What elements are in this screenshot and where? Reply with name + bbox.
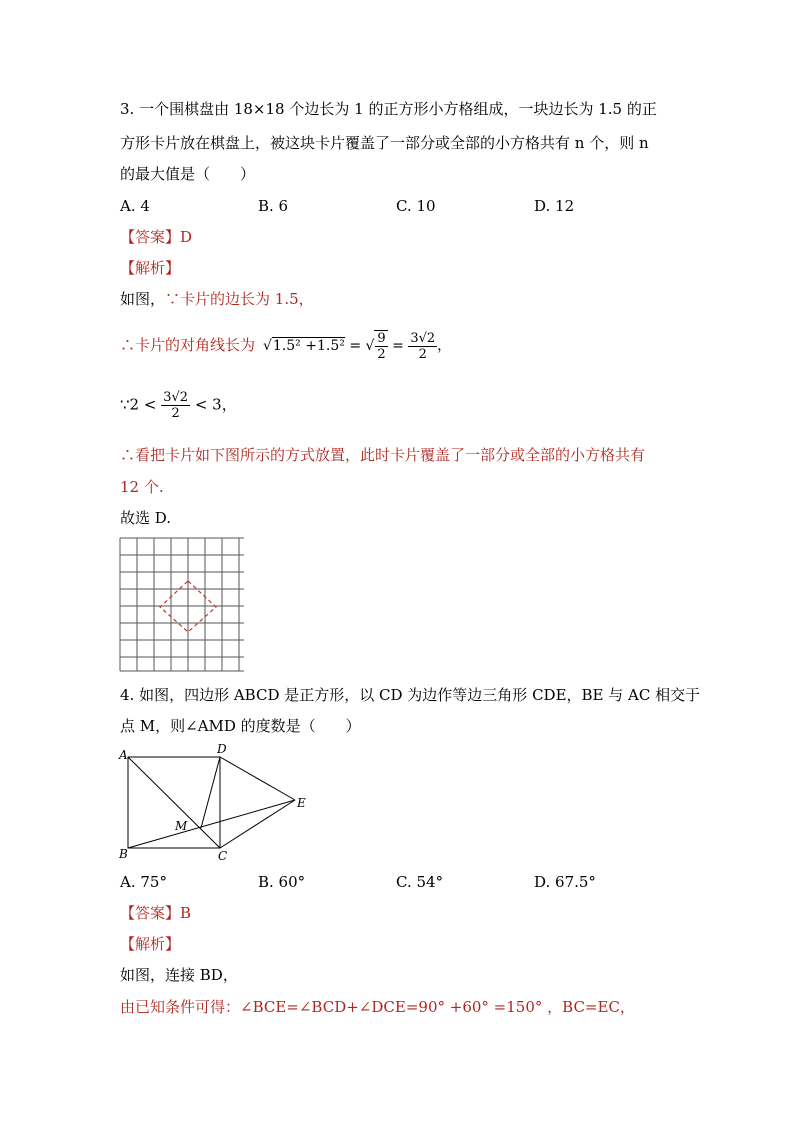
q3-stem-line-2: 方形卡片放在棋盘上，被这块卡片覆盖了一部分或全部的小方格共有 n 个，则 n	[120, 134, 649, 152]
q4-option-a: A. 75°	[120, 873, 167, 891]
q4-analysis-step-2: 由已知条件可得：∠BCE=∠BCD+∠DCE=90° +60° =150° ，BC=EC，	[120, 998, 635, 1016]
label-a: A	[119, 748, 128, 762]
q4-analysis-step-1: 如图，连接 BD，	[120, 966, 238, 984]
q3-diagonal-formula	[263, 330, 451, 362]
q3-step2-prefix: ∴卡片的对角线长为	[120, 336, 256, 354]
fraction-2-denominator: 2	[418, 346, 427, 362]
q3-analysis-label: 【解析】	[120, 259, 181, 277]
q4-answer	[120, 903, 191, 923]
q3-answer-value: D	[180, 228, 193, 246]
q3-option-a: A. 4	[120, 197, 150, 215]
q4-stem-line-2: 点 M，则∠AMD 的度数是（ ）	[120, 717, 361, 735]
q4-analysis-label: 【解析】	[120, 935, 181, 953]
inequality-denominator: 2	[171, 406, 180, 421]
equals-sign: =	[349, 338, 362, 354]
fraction-1-numerator: 9	[377, 331, 386, 346]
q3-sqrt-expression: 1.5² +1.5²	[272, 338, 345, 354]
sqrt-symbol: √	[263, 338, 272, 354]
q4-option-c: C. 54°	[396, 873, 444, 891]
comma: ，	[437, 338, 452, 354]
q3-inequality	[120, 390, 237, 421]
q3-analysis-step-1	[120, 289, 314, 309]
inequality-numerator: 3√2	[163, 390, 189, 405]
q3-stem-line-1: 3. 一个围棋盘由 18×18 个边长为 1 的正方形小方格组成，一块边长为 1.5 的正	[120, 100, 657, 118]
q3-grid-figure	[119, 537, 247, 673]
q3-analysis-step-4: ∴看把卡片如下图所示的方式放置，此时卡片覆盖了一部分或全部的小方格共有	[120, 446, 646, 464]
grid-lines	[120, 538, 244, 671]
side-ce	[220, 800, 295, 848]
q3-inequality-prefix: ∵2 <	[120, 395, 157, 414]
q3-answer-label: 【答案】	[120, 228, 181, 246]
label-d: D	[217, 742, 227, 756]
sqrt-symbol: √	[365, 338, 375, 354]
q3-answer	[120, 227, 192, 247]
q3-option-b: B. 6	[258, 197, 289, 215]
fraction-1-denominator: 2	[377, 347, 386, 362]
q3-fraction-2	[408, 331, 437, 362]
q3-option-c: C. 10	[396, 197, 436, 215]
q3-step1-rest: ∵卡片的边长为 1.5，	[165, 290, 314, 308]
q4-option-b: B. 60°	[258, 873, 306, 891]
segment-md	[201, 757, 220, 828]
label-b: B	[119, 847, 128, 861]
q4-answer-value: B	[180, 904, 192, 922]
equals-sign: =	[392, 338, 404, 354]
q3-analysis-step-5: 12 个.	[120, 478, 164, 496]
label-e: E	[297, 796, 306, 810]
q3-inequality-suffix: < 3，	[194, 395, 237, 414]
fraction-2-numerator: 3√2	[410, 330, 436, 346]
label-c: C	[218, 849, 228, 863]
q3-option-d: D. 12	[534, 197, 575, 215]
q4-stem-line-1: 4. 如图，四边形 ABCD 是正方形，以 CD 为边作等边三角形 CDE，BE 与 AC 相交于	[120, 686, 701, 704]
q3-analysis-step-6: 故选 D.	[120, 509, 172, 527]
q3-fraction-1	[374, 330, 387, 362]
segment-be	[128, 800, 295, 848]
label-m: M	[175, 819, 188, 833]
q4-geometry-figure	[110, 740, 320, 866]
q3-stem-line-3: 的最大值是（ ）	[120, 165, 256, 183]
q3-analysis-step-2	[120, 335, 255, 355]
q4-option-d: D. 67.5°	[534, 873, 596, 891]
side-de	[220, 757, 295, 800]
q4-answer-label: 【答案】	[120, 904, 181, 922]
q3-step1-prefix: 如图，	[120, 290, 166, 308]
q3-inequality-fraction	[161, 390, 190, 421]
